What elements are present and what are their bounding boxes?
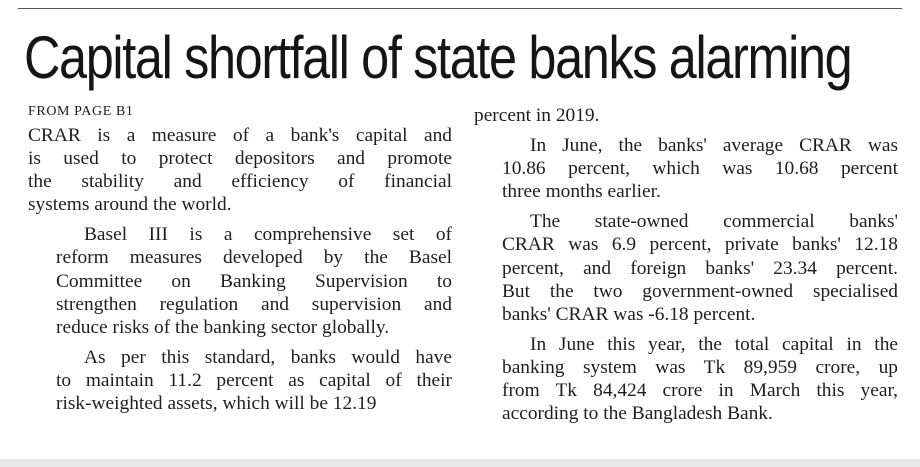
- text-line: strengthen regulation and supervision and: [56, 293, 452, 315]
- text-line: Basel III is a comprehensive set of: [84, 224, 452, 246]
- text-line: is used to protect depositors and promote: [28, 148, 452, 170]
- text-line: reduce risks of the banking sector globally.: [56, 316, 390, 338]
- paragraph: [28, 223, 452, 338]
- text-line: CRAR was 6.9 percent, private banks' 12.18: [502, 234, 898, 256]
- text-line: As per this standard, banks would have: [84, 346, 452, 368]
- text-line: But the two government-owned specialised: [502, 280, 898, 302]
- text-line: In June this year, the total capital in the: [530, 333, 898, 355]
- left-column: [28, 102, 452, 422]
- right-column-body: [474, 104, 898, 425]
- text-line: The state-owned commercial banks': [530, 211, 898, 233]
- text-line: risk-weighted assets, which will be 12.19: [56, 393, 377, 415]
- text-line: according to the Bangladesh Bank.: [502, 403, 773, 425]
- paragraph: [474, 333, 898, 425]
- text-line: from Tk 84,424 crore in March this year,: [502, 380, 898, 402]
- text-line: CRAR is a measure of a bank's capital and: [28, 125, 452, 146]
- left-column-body: [28, 124, 452, 415]
- kicker: FROM PAGE B1: [28, 104, 134, 119]
- text-line: banking system was Tk 89,959 crore, up: [502, 356, 898, 378]
- paragraph: [474, 210, 898, 325]
- right-column: [474, 104, 898, 432]
- text-line: percent, and foreign banks' 23.34 percent.: [502, 257, 898, 279]
- text-line: reform measures developed by the Basel: [56, 247, 452, 269]
- bottom-edge: [0, 459, 920, 467]
- text-line: Committee on Banking Supervision to: [56, 270, 452, 292]
- paragraph: [28, 346, 452, 415]
- text-line: banks' CRAR was -6.18 percent.: [502, 303, 756, 325]
- paragraph: [474, 134, 898, 203]
- text-line: three months earlier.: [502, 181, 661, 203]
- paragraph: [28, 124, 452, 216]
- top-rule: [18, 8, 902, 9]
- headline: Capital shortfall of state banks alarming: [24, 24, 852, 91]
- text-line: percent in 2019.: [474, 105, 600, 126]
- text-line: systems around the world.: [28, 194, 232, 216]
- text-line: In June, the banks' average CRAR was: [530, 135, 898, 157]
- text-line: to maintain 11.2 percent as capital of their: [56, 369, 452, 391]
- text-line: 10.86 percent, which was 10.68 percent: [502, 158, 898, 180]
- paragraph: [474, 104, 898, 127]
- text-line: the stability and efficiency of financial: [28, 171, 452, 193]
